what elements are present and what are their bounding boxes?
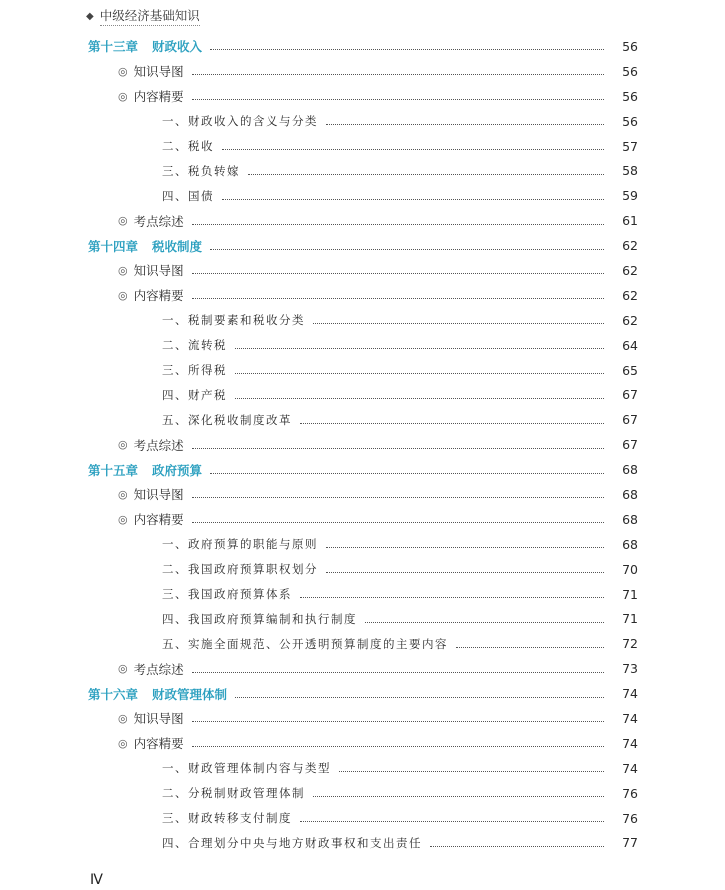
- dot-leader: [222, 148, 604, 150]
- circle-bullet-icon: ◎: [118, 487, 128, 501]
- toc-entry-label: 五、实施全面规范、公开透明预算制度的主要内容: [162, 636, 448, 651]
- toc-page-number: 74: [622, 686, 638, 702]
- toc-section[interactable]: [0, 731, 725, 756]
- diamond-icon: ◆: [86, 10, 94, 22]
- circle-bullet-icon: ◎: [118, 263, 128, 277]
- dot-leader: [192, 272, 604, 274]
- toc-item[interactable]: [0, 333, 725, 358]
- toc-entry-label: 考点综述: [133, 661, 184, 677]
- toc-entry-label: 知识导图: [133, 64, 184, 80]
- dot-leader: [326, 571, 604, 573]
- toc-item[interactable]: [0, 831, 725, 856]
- toc-entry-label: 知识导图: [133, 263, 184, 279]
- toc-entry-label: 考点综述: [133, 437, 184, 453]
- toc-item[interactable]: [0, 183, 725, 208]
- toc-entry-label: 税收制度: [152, 238, 203, 254]
- toc-page-number: 72: [622, 636, 638, 652]
- toc-page-number: 68: [622, 462, 638, 478]
- running-header: [86, 7, 200, 25]
- toc-page-number: 77: [622, 835, 638, 851]
- toc-item[interactable]: [0, 134, 725, 159]
- toc-entry-label: 二、流转税: [162, 338, 227, 353]
- toc-page-number: 56: [622, 113, 638, 129]
- dot-leader: [192, 73, 604, 75]
- toc-page-number: 67: [622, 412, 638, 428]
- toc-section[interactable]: [0, 59, 725, 84]
- toc-entry-label: 三、我国政府预算体系: [162, 587, 292, 602]
- toc-entry-label: 内容精要: [133, 288, 184, 304]
- toc-item[interactable]: [0, 781, 725, 806]
- toc-section[interactable]: [0, 656, 725, 681]
- toc-entry-label: 四、财产税: [162, 387, 227, 402]
- toc-entry-label: 四、合理划分中央与地方财政事权和支出责任: [162, 835, 422, 850]
- toc-page-number: 71: [622, 611, 638, 627]
- toc-item[interactable]: [0, 606, 725, 631]
- dot-leader: [192, 496, 604, 498]
- toc-page-number: 71: [622, 586, 638, 602]
- toc-page-number: 68: [622, 511, 638, 527]
- toc-entry-label: 政府预算: [152, 462, 203, 478]
- dot-leader: [235, 696, 604, 698]
- circle-bullet-icon: ◎: [118, 736, 128, 750]
- toc-entry-label: 二、税收: [162, 139, 214, 153]
- toc-page-number: 56: [622, 38, 638, 54]
- circle-bullet-icon: ◎: [118, 711, 128, 725]
- toc-page-number: 59: [622, 188, 638, 204]
- dot-leader: [192, 720, 604, 722]
- dot-leader: [192, 745, 604, 747]
- circle-bullet-icon: ◎: [118, 214, 128, 228]
- toc-entry-label: 内容精要: [133, 89, 184, 105]
- toc-entry-label: 三、财政转移支付制度: [162, 811, 292, 826]
- toc-page-number: 67: [622, 437, 638, 453]
- toc-section[interactable]: [0, 482, 725, 507]
- toc-page-number: 62: [622, 312, 638, 328]
- toc-page-number: 67: [622, 387, 638, 403]
- toc-item[interactable]: [0, 158, 725, 183]
- toc-entry-label: 知识导图: [133, 487, 184, 503]
- toc-item[interactable]: [0, 582, 725, 607]
- toc-section[interactable]: [0, 84, 725, 109]
- dot-leader: [192, 671, 604, 673]
- toc-page-number: 68: [622, 486, 638, 502]
- toc-page-number: 76: [622, 785, 638, 801]
- dot-leader: [192, 223, 604, 225]
- toc-page-number: 57: [622, 138, 638, 154]
- toc-entry-label: 内容精要: [133, 512, 184, 528]
- dot-leader: [326, 546, 604, 548]
- toc-entry-label: 内容精要: [133, 736, 184, 752]
- toc-section[interactable]: [0, 507, 725, 532]
- dot-leader: [300, 422, 604, 424]
- dot-leader: [210, 472, 604, 474]
- dot-leader: [235, 372, 604, 374]
- dot-leader: [365, 621, 604, 623]
- toc-page-number: 58: [622, 163, 638, 179]
- dot-leader: [235, 397, 604, 399]
- book-title: 中级经济基础知识: [100, 6, 200, 26]
- circle-bullet-icon: ◎: [118, 662, 128, 676]
- toc-entry-label: 财政管理体制: [152, 686, 228, 702]
- dot-leader: [192, 521, 604, 523]
- toc-entry-label: 三、税负转嫁: [162, 163, 240, 178]
- toc-entry-label: 四、国债: [162, 188, 214, 203]
- toc-chapter[interactable]: [0, 681, 725, 706]
- toc-item[interactable]: [0, 532, 725, 557]
- toc-entry-label: 一、税制要素和税收分类: [162, 313, 305, 328]
- dot-leader: [192, 447, 604, 449]
- dot-leader: [339, 770, 604, 772]
- dot-leader: [192, 98, 604, 100]
- table-of-contents: [0, 34, 725, 855]
- toc-entry-label: 二、我国政府预算职权划分: [162, 562, 318, 577]
- dot-leader: [210, 48, 604, 50]
- toc-item[interactable]: [0, 382, 725, 407]
- toc-item[interactable]: [0, 806, 725, 831]
- chapter-number: 第十四章: [88, 238, 139, 254]
- toc-entry-label: 考点综述: [133, 213, 184, 229]
- toc-page-number: 74: [622, 735, 638, 751]
- toc-page-number: 70: [622, 561, 638, 577]
- toc-chapter[interactable]: [0, 34, 725, 59]
- toc-page-number: 61: [622, 213, 638, 229]
- circle-bullet-icon: ◎: [118, 512, 128, 526]
- toc-entry-label: 一、财政管理体制内容与类型: [162, 761, 331, 776]
- toc-item[interactable]: [0, 631, 725, 656]
- toc-item[interactable]: [0, 756, 725, 781]
- toc-section[interactable]: [0, 283, 725, 308]
- chapter-number: 第十五章: [88, 462, 139, 478]
- circle-bullet-icon: ◎: [118, 288, 128, 302]
- toc-page-number: 62: [622, 262, 638, 278]
- dot-leader: [326, 123, 604, 125]
- toc-section[interactable]: [0, 258, 725, 283]
- dot-leader: [222, 198, 604, 200]
- circle-bullet-icon: ◎: [118, 64, 128, 78]
- chapter-number: 第十三章: [88, 39, 139, 55]
- dot-leader: [300, 596, 604, 598]
- toc-item[interactable]: [0, 557, 725, 582]
- dot-leader: [248, 173, 604, 175]
- chapter-number: 第十六章: [88, 686, 139, 702]
- dot-leader: [313, 322, 604, 324]
- toc-entry-label: 二、分税制财政管理体制: [162, 786, 305, 801]
- toc-entry-label: 五、深化税收制度改革: [162, 412, 292, 427]
- toc-section[interactable]: [0, 208, 725, 233]
- toc-entry-label: 三、所得税: [162, 363, 227, 378]
- toc-section[interactable]: [0, 432, 725, 457]
- toc-entry-label: 四、我国政府预算编制和执行制度: [162, 611, 357, 626]
- page-numeral: Ⅳ: [90, 872, 103, 888]
- toc-page-number: 56: [622, 88, 638, 104]
- toc-chapter[interactable]: [0, 233, 725, 258]
- toc-chapter[interactable]: [0, 457, 725, 482]
- dot-leader: [456, 646, 604, 648]
- dot-leader: [192, 297, 604, 299]
- toc-item[interactable]: [0, 358, 725, 383]
- circle-bullet-icon: ◎: [118, 89, 128, 103]
- toc-page-number: 62: [622, 238, 638, 254]
- toc-entry-label: 知识导图: [133, 711, 184, 727]
- toc-page-number: 76: [622, 810, 638, 826]
- toc-entry-label: 一、财政收入的含义与分类: [162, 114, 318, 129]
- toc-page-number: 73: [622, 661, 638, 677]
- toc-page-number: 74: [622, 710, 638, 726]
- dot-leader: [210, 248, 604, 250]
- toc-page-number: 64: [622, 337, 638, 353]
- toc-page-number: 74: [622, 760, 638, 776]
- toc-page-number: 65: [622, 362, 638, 378]
- toc-item[interactable]: [0, 308, 725, 333]
- toc-entry-label: 财政收入: [152, 39, 203, 55]
- toc-section[interactable]: [0, 706, 725, 731]
- toc-page-number: 68: [622, 536, 638, 552]
- dot-leader: [313, 795, 604, 797]
- dot-leader: [300, 820, 604, 822]
- dot-leader: [430, 845, 604, 847]
- toc-item[interactable]: [0, 407, 725, 432]
- toc-item[interactable]: [0, 109, 725, 134]
- circle-bullet-icon: ◎: [118, 438, 128, 452]
- toc-page-number: 62: [622, 287, 638, 303]
- toc-page-number: 56: [622, 63, 638, 79]
- toc-entry-label: 一、政府预算的职能与原则: [162, 537, 318, 552]
- dot-leader: [235, 347, 604, 349]
